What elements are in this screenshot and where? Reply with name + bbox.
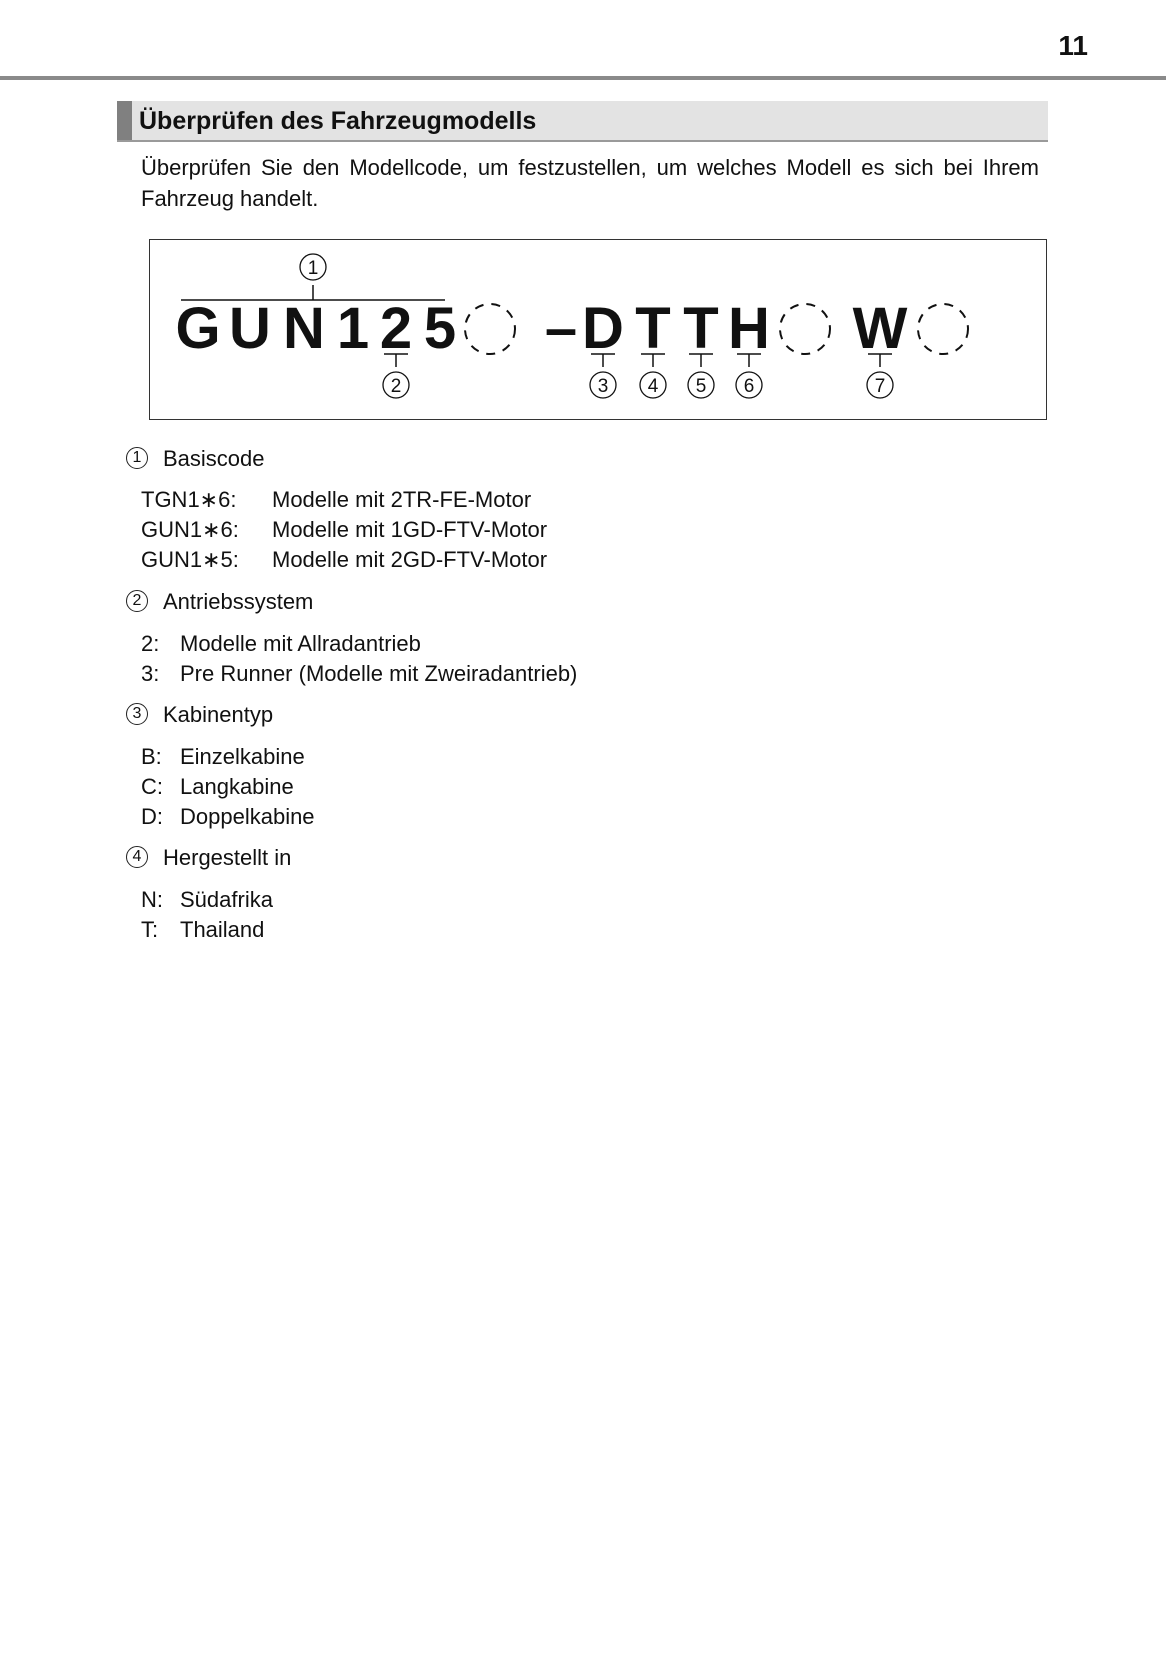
- item-key: D:: [141, 804, 163, 829]
- intro-paragraph: Überprüfen Sie den Modellcode, um festzustellen, um welches Modell es sich bei Ihrem Fahrzeug handelt.: [141, 155, 1039, 211]
- item-value: Doppelkabine: [180, 804, 315, 829]
- legend-title: Basiscode: [163, 446, 265, 471]
- legend-title: Hergestellt in: [163, 845, 292, 870]
- list-item: [141, 774, 294, 800]
- circled-number: 3: [126, 703, 148, 725]
- marker-2: [383, 372, 409, 398]
- item-key: 2:: [141, 631, 160, 656]
- item-value: Modelle mit 2TR-FE-Motor: [272, 487, 532, 512]
- marker-5: [688, 372, 714, 398]
- code-char-n: N: [283, 296, 325, 361]
- code-char-g: G: [175, 296, 221, 361]
- marker-6: [736, 372, 762, 398]
- circled-number: 1: [126, 447, 148, 469]
- marker-1-label: 1: [307, 258, 319, 279]
- marker-5-label: 5: [695, 376, 707, 397]
- model-code-diagram: [149, 239, 1047, 420]
- item-value: Modelle mit 1GD-FTV-Motor: [272, 517, 548, 542]
- item-key: GUN1∗5:: [141, 547, 239, 572]
- circled-number: 4: [126, 846, 148, 868]
- list-item: [141, 517, 548, 543]
- marker-3-label: 3: [597, 376, 609, 397]
- code-char-t2: T: [683, 296, 719, 361]
- legend-heading-2: [126, 589, 313, 615]
- marker-1: [300, 254, 326, 280]
- item-key: TGN1∗6:: [141, 487, 237, 512]
- heading-accent-bar: [117, 101, 132, 140]
- legend-heading-3: [126, 702, 273, 728]
- list-item: [141, 631, 421, 657]
- code-char-h: H: [728, 296, 770, 361]
- item-key: T:: [141, 917, 159, 942]
- item-key: C:: [141, 774, 163, 799]
- item-key: N:: [141, 887, 163, 912]
- item-key: 3:: [141, 661, 160, 686]
- placeholder-circle: [918, 304, 968, 354]
- marker-7-label: 7: [874, 376, 886, 397]
- marker-2-label: 2: [390, 376, 402, 397]
- marker-4-label: 4: [647, 376, 659, 397]
- marker-4: [640, 372, 666, 398]
- list-item: [141, 547, 548, 573]
- item-value: Modelle mit Allradantrieb: [180, 631, 421, 656]
- code-char-dash: –: [544, 296, 578, 361]
- list-item: [141, 887, 273, 913]
- list-item: [141, 744, 305, 770]
- item-value: Pre Runner (Modelle mit Zweiradantrieb): [180, 661, 578, 686]
- legend-heading-4: [126, 845, 291, 871]
- code-char-2: 2: [379, 296, 413, 361]
- item-value: Thailand: [180, 917, 265, 942]
- code-char-u: U: [229, 296, 271, 361]
- list-item: [141, 917, 265, 943]
- legend-title: Antriebssystem: [163, 589, 314, 614]
- code-char-w: W: [852, 296, 908, 361]
- placeholder-circle: [780, 304, 830, 354]
- item-value: Einzelkabine: [180, 744, 305, 769]
- list-item: [141, 487, 532, 513]
- marker-6-label: 6: [743, 376, 755, 397]
- legend-heading-1: [126, 446, 265, 472]
- header-rule: [0, 76, 1166, 80]
- code-char-d: D: [582, 296, 624, 361]
- code-char-t1: T: [635, 296, 671, 361]
- item-value: Modelle mit 2GD-FTV-Motor: [272, 547, 548, 572]
- list-item: [141, 804, 315, 830]
- model-code-svg: [150, 240, 1048, 421]
- item-key: B:: [141, 744, 162, 769]
- list-item: [141, 661, 578, 687]
- item-value: Südafrika: [180, 887, 273, 912]
- code-char-5: 5: [423, 296, 457, 361]
- legend-title: Kabinentyp: [163, 702, 274, 727]
- item-value: Langkabine: [180, 774, 294, 799]
- circled-number: 2: [126, 590, 148, 612]
- marker-7: [867, 372, 893, 398]
- section-title: Überprüfen des Fahrzeugmodells: [139, 107, 537, 135]
- section-heading: [117, 101, 1048, 142]
- code-char-1: 1: [336, 296, 370, 361]
- page-number: 11: [1058, 30, 1088, 61]
- marker-3: [590, 372, 616, 398]
- placeholder-circle: [465, 304, 515, 354]
- item-key: GUN1∗6:: [141, 517, 239, 542]
